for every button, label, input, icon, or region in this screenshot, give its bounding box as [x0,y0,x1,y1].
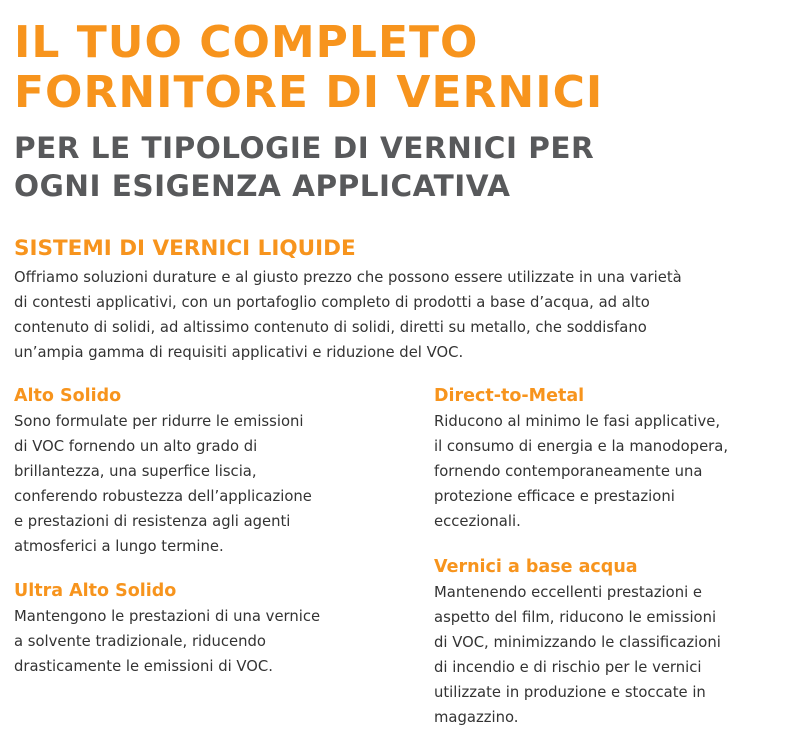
text-line: eccezionali. [434,513,521,530]
section-text-direct-to-metal [434,409,728,534]
section-text-ultra-high-solids [14,604,320,679]
section-waterborne [434,555,721,730]
section-text-high-solids [14,409,312,559]
text-line: conferendo robustezza dell’applicazione [14,488,312,505]
text-line: utilizzate in produzione e stoccate in [434,684,706,701]
intro-line: contenuto di solidi, ad altissimo contenuto di solidi, diretti su metallo, che soddisfano [14,319,647,336]
section-direct-to-metal [434,384,728,534]
section-heading-direct-to-metal: Direct-to-Metal [434,386,585,406]
text-line: atmosferici a lungo termine. [14,538,224,555]
section-heading-liquid-coatings: SISTEMI DI VERNICI LIQUIDE [14,236,356,261]
page-title [14,18,603,118]
page-subtitle [14,129,594,205]
intro-line: di contesti applicativi, con un portafoglio completo di prodotti a base d’acqua, ad alto [14,294,650,311]
section-text-waterborne [434,580,721,730]
intro-paragraph [14,265,682,365]
intro-line: Offriamo soluzioni durature e al giusto prezzo che possono essere utilizzate in una varietà [14,269,682,286]
page-title-line-2: FORNITORE DI VERNICI [14,67,604,118]
section-ultra-high-solids [14,579,320,679]
section-heading-high-solids: Alto Solido [14,386,122,406]
section-high-solids [14,384,312,559]
text-line: drasticamente le emissioni di VOC. [14,658,273,675]
text-line: Mantenendo eccellenti prestazioni e [434,584,702,601]
text-line: protezione efficace e prestazioni [434,488,675,505]
text-line: magazzino. [434,709,519,726]
text-line: di VOC fornendo un alto grado di [14,438,258,455]
text-line: Mantengono le prestazioni di una vernice [14,608,321,625]
text-line: aspetto del film, riducono le emissioni [434,609,717,626]
text-line: di VOC, minimizzando le classificazioni [434,634,721,651]
intro-line: un’ampia gamma di requisiti applicativi e riduzione del VOC. [14,344,464,361]
text-line: di incendio e di rischio per le vernici [434,659,702,676]
text-line: fornendo contemporaneamente una [434,463,703,480]
text-line: a solvente tradizionale, riducendo [14,633,266,650]
text-line: brillantezza, una superfice liscia, [14,463,257,480]
section-heading-ultra-high-solids: Ultra Alto Solido [14,581,177,601]
text-line: il consumo di energia e la manodopera, [434,438,729,455]
page-subtitle-line-2: OGNI ESIGENZA APPLICATIVA [14,169,511,203]
text-line: Riducono al minimo le fasi applicative, [434,413,721,430]
text-line: e prestazioni di resistenza agli agenti [14,513,291,530]
text-line: Sono formulate per ridurre le emissioni [14,413,304,430]
section-heading-waterborne: Vernici a base acqua [434,557,638,577]
page-title-line-1: IL TUO COMPLETO [14,17,479,68]
page-subtitle-line-1: PER LE TIPOLOGIE DI VERNICI PER [14,131,595,165]
